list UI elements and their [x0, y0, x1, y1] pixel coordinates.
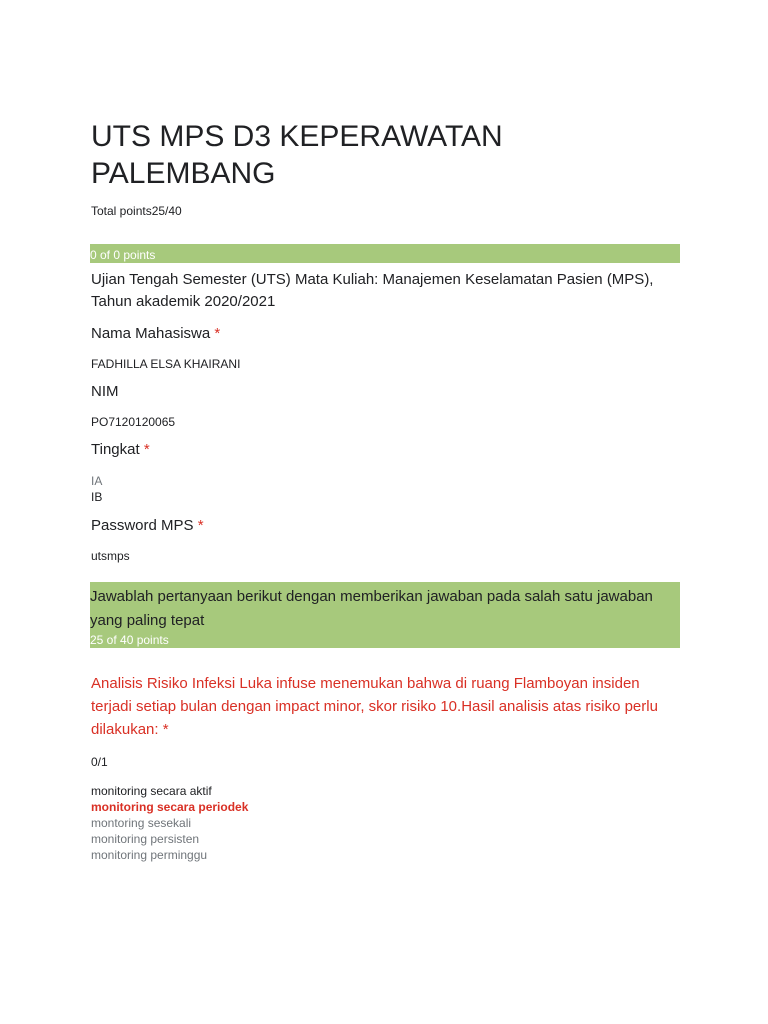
tingkat-option[interactable]: IA [91, 474, 103, 488]
section-instruction: Jawablah pertanyaan berikut dengan memberikan jawaban pada salah satu jawaban yang paling tepat [90, 588, 653, 629]
password-answer: utsmps [91, 549, 130, 563]
tingkat-options [91, 473, 680, 505]
required-marker: * [143, 441, 150, 458]
section-header-bar [90, 244, 680, 263]
answer-choice[interactable]: monitoring secara aktif [91, 784, 212, 798]
required-marker: * [214, 325, 221, 342]
nim-label: NIM [91, 383, 119, 400]
form-content [91, 118, 680, 863]
form-title: UTS MPS D3 KEPERAWATAN PALEMBANG [91, 120, 503, 190]
section-description: Ujian Tengah Semester (UTS) Mata Kuliah: Manajemen Keselamatan Pasien (MPS), Tahun akademik 2020/2021 [91, 271, 654, 310]
password-label-text: Password MPS [91, 517, 194, 534]
total-points-label: Total points [91, 204, 152, 218]
section-points: 0 of 0 points [90, 248, 156, 262]
answer-choice[interactable]: monitoring perminggu [91, 848, 208, 862]
tingkat-label [91, 440, 680, 460]
tingkat-label-text: Tingkat [91, 441, 140, 458]
nama-label-text: Nama Mahasiswa [91, 325, 211, 342]
password-label [91, 516, 680, 536]
question-text-body: Analisis Risiko Infeksi Luka infuse menemukan bahwa di ruang Flamboyan insiden terjadi setiap bulan dengan impact minor, skor risiko 10.Hasil analisis atas risiko perlu dilakukan: [91, 675, 658, 738]
answer-choices [91, 783, 680, 863]
section-points: 25 of 40 points [90, 633, 169, 647]
nim-answer: PO7120120065 [91, 415, 176, 429]
tingkat-option-selected[interactable]: IB [91, 490, 103, 504]
answer-choice[interactable]: monitoring persisten [91, 832, 200, 846]
question-score: 0/1 [91, 755, 108, 769]
answer-choice[interactable]: montoring sesekali [91, 816, 192, 830]
question-text [91, 672, 680, 741]
total-points [91, 204, 680, 218]
required-marker: * [162, 721, 169, 738]
nama-label [91, 324, 680, 344]
section-instruction-bar [90, 582, 680, 648]
required-marker: * [197, 517, 204, 534]
nama-answer: FADHILLA ELSA KHAIRANI [91, 357, 241, 371]
total-points-value: 25/40 [151, 204, 182, 218]
answer-choice-incorrect[interactable]: monitoring secara periodek [91, 800, 249, 814]
